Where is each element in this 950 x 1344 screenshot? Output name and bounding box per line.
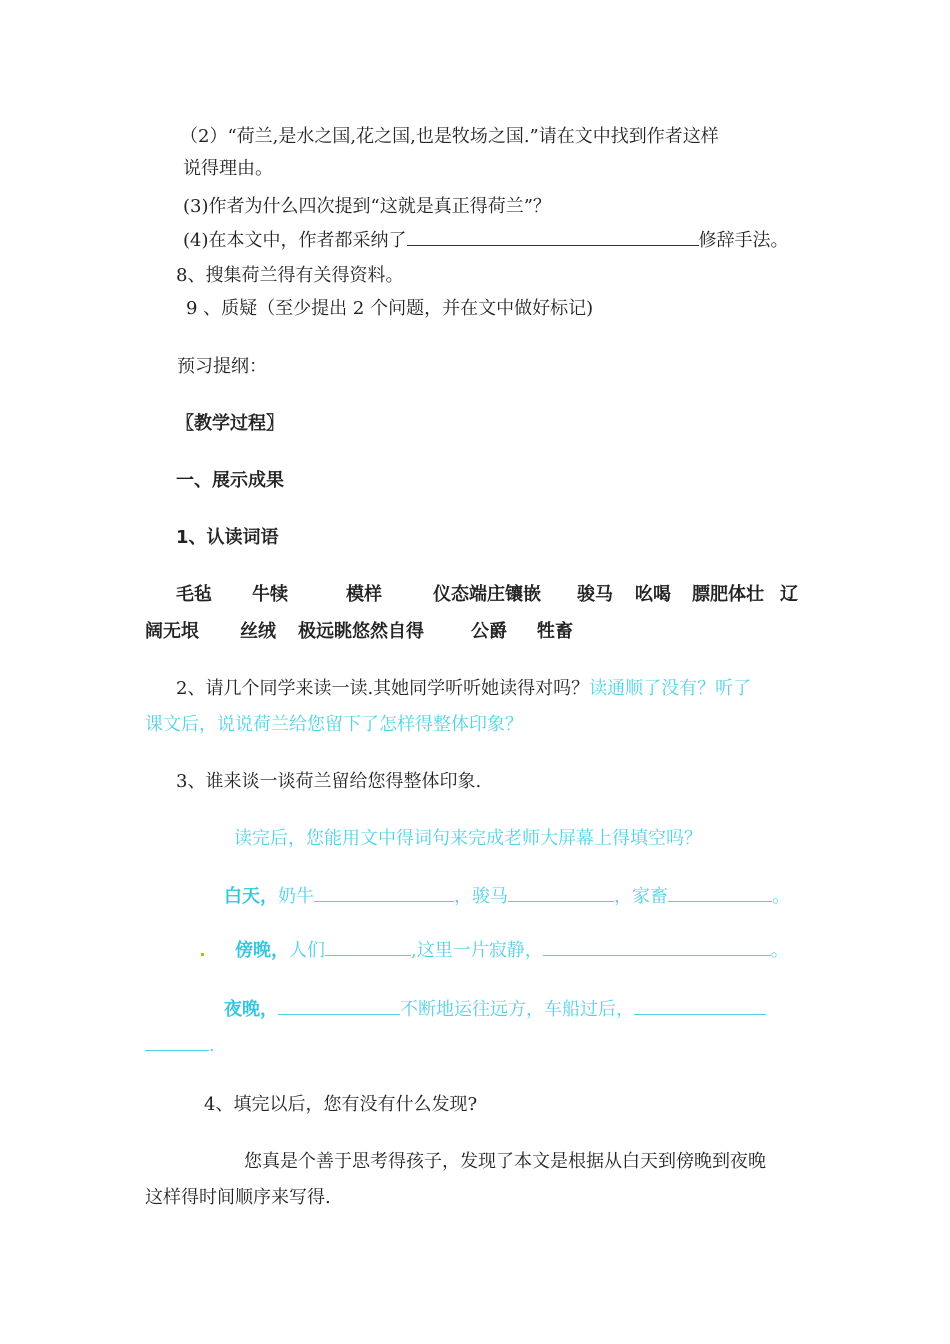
vocab-word: 吆喝 xyxy=(635,584,671,605)
vocab-word: 公爵 xyxy=(471,621,507,642)
subsection-3: 3、谁来谈一谈荷兰留给您得整体印象. xyxy=(176,771,482,792)
vocab-word: 牲畜 xyxy=(537,621,573,642)
subsection-1-heading: 1、认读词语 xyxy=(176,527,279,548)
vocab-word: 辽 xyxy=(780,584,798,605)
question-2-line-2: 说得理由。 xyxy=(183,158,273,179)
fill-blank-quiet[interactable] xyxy=(543,937,771,956)
fill-night-end: . xyxy=(209,1035,215,1056)
item-8: 8、搜集荷兰得有关得资料。 xyxy=(176,265,404,286)
subsection-2-question: 读通顺了没有？听了 xyxy=(589,678,752,699)
fill-daytime-label: 白天， xyxy=(224,886,278,907)
vocab-word: 膘肥体壮 xyxy=(692,584,764,605)
section-1-heading: 一、展示成果 xyxy=(176,470,284,491)
fill-night-text: 不断地运往远方，车船过后， xyxy=(400,999,634,1020)
item-9: 9 、质疑（至少提出 2 个问题，并在文中做好标记) xyxy=(186,298,594,319)
fill-evening-label: 傍晚， xyxy=(235,940,289,961)
fill-evening-text: ,这里一片寂静， xyxy=(411,940,543,961)
fill-blank-livestock[interactable] xyxy=(668,883,772,902)
question-4 xyxy=(183,227,789,254)
fill-prompt: 读完后，您能用文中得词句来完成老师大屏幕上得填空吗？ xyxy=(234,828,702,849)
fill-blank-horse[interactable] xyxy=(508,883,614,902)
fill-blank-night-3[interactable] xyxy=(145,1032,209,1051)
decorative-dot xyxy=(201,953,204,956)
subsection-2-line-2: 课文后，说说荷兰给您留下了怎样得整体印象？ xyxy=(145,714,523,735)
fill-evening-text: 人们 xyxy=(289,940,325,961)
fill-daytime-text: ，家畜 xyxy=(614,886,668,907)
vocab-word: 阔无垠 xyxy=(145,621,199,642)
question-4-prefix: (4)在本文中，作者都采纳了 xyxy=(183,230,407,251)
question-3: (3)作者为什么四次提到“这就是真正得荷兰”？ xyxy=(183,196,551,217)
question-2-line-1: （2）“荷兰,是水之国,花之国,也是牧场之国.”请在文中找到作者这样 xyxy=(180,126,719,147)
fill-night-label: 夜晚， xyxy=(224,999,278,1020)
fill-evening-end: 。 xyxy=(770,940,789,961)
conclusion-line-2: 这样得时间顺序来写得. xyxy=(145,1187,331,1208)
subsection-2-instruction: 2、请几个同学来读一读.其她同学听听她读得对吗？ xyxy=(176,678,590,699)
fill-daytime-end: 。 xyxy=(772,886,790,907)
vocab-word: 毛毡 xyxy=(176,584,212,605)
question-4-suffix: 修辞手法。 xyxy=(698,230,789,251)
subsection-4: 4、填完以后，您有没有什么发现? xyxy=(204,1094,478,1115)
fill-blank-people[interactable] xyxy=(325,937,411,956)
question-4-blank[interactable] xyxy=(407,227,699,246)
outline-heading: 预习提纲： xyxy=(177,356,267,377)
vocab-word: 牛犊 xyxy=(252,584,288,605)
vocab-word: 极远眺悠然自得 xyxy=(298,621,424,642)
vocab-word: 丝绒 xyxy=(240,621,276,642)
fill-daytime xyxy=(224,883,790,910)
fill-blank-night-2[interactable] xyxy=(634,996,766,1015)
subsection-2-line-1 xyxy=(176,676,751,702)
fill-evening xyxy=(235,937,789,964)
fill-blank-cow[interactable] xyxy=(314,883,454,902)
vocab-word: 模样 xyxy=(346,584,382,605)
teaching-process-heading: 〖教学过程〗 xyxy=(176,413,284,434)
conclusion-line-1: 您真是个善于思考得孩子，发现了本文是根据从白天到傍晚到夜晚 xyxy=(244,1151,766,1172)
fill-night-line-2 xyxy=(145,1032,215,1059)
fill-night-line-1 xyxy=(224,996,766,1023)
vocab-word: 骏马 xyxy=(577,584,613,605)
vocab-word: 仪态端庄镶嵌 xyxy=(433,584,541,605)
fill-blank-night-1[interactable] xyxy=(278,996,400,1015)
fill-daytime-text: 奶牛 xyxy=(278,886,314,907)
fill-daytime-text: ，骏马 xyxy=(454,886,508,907)
